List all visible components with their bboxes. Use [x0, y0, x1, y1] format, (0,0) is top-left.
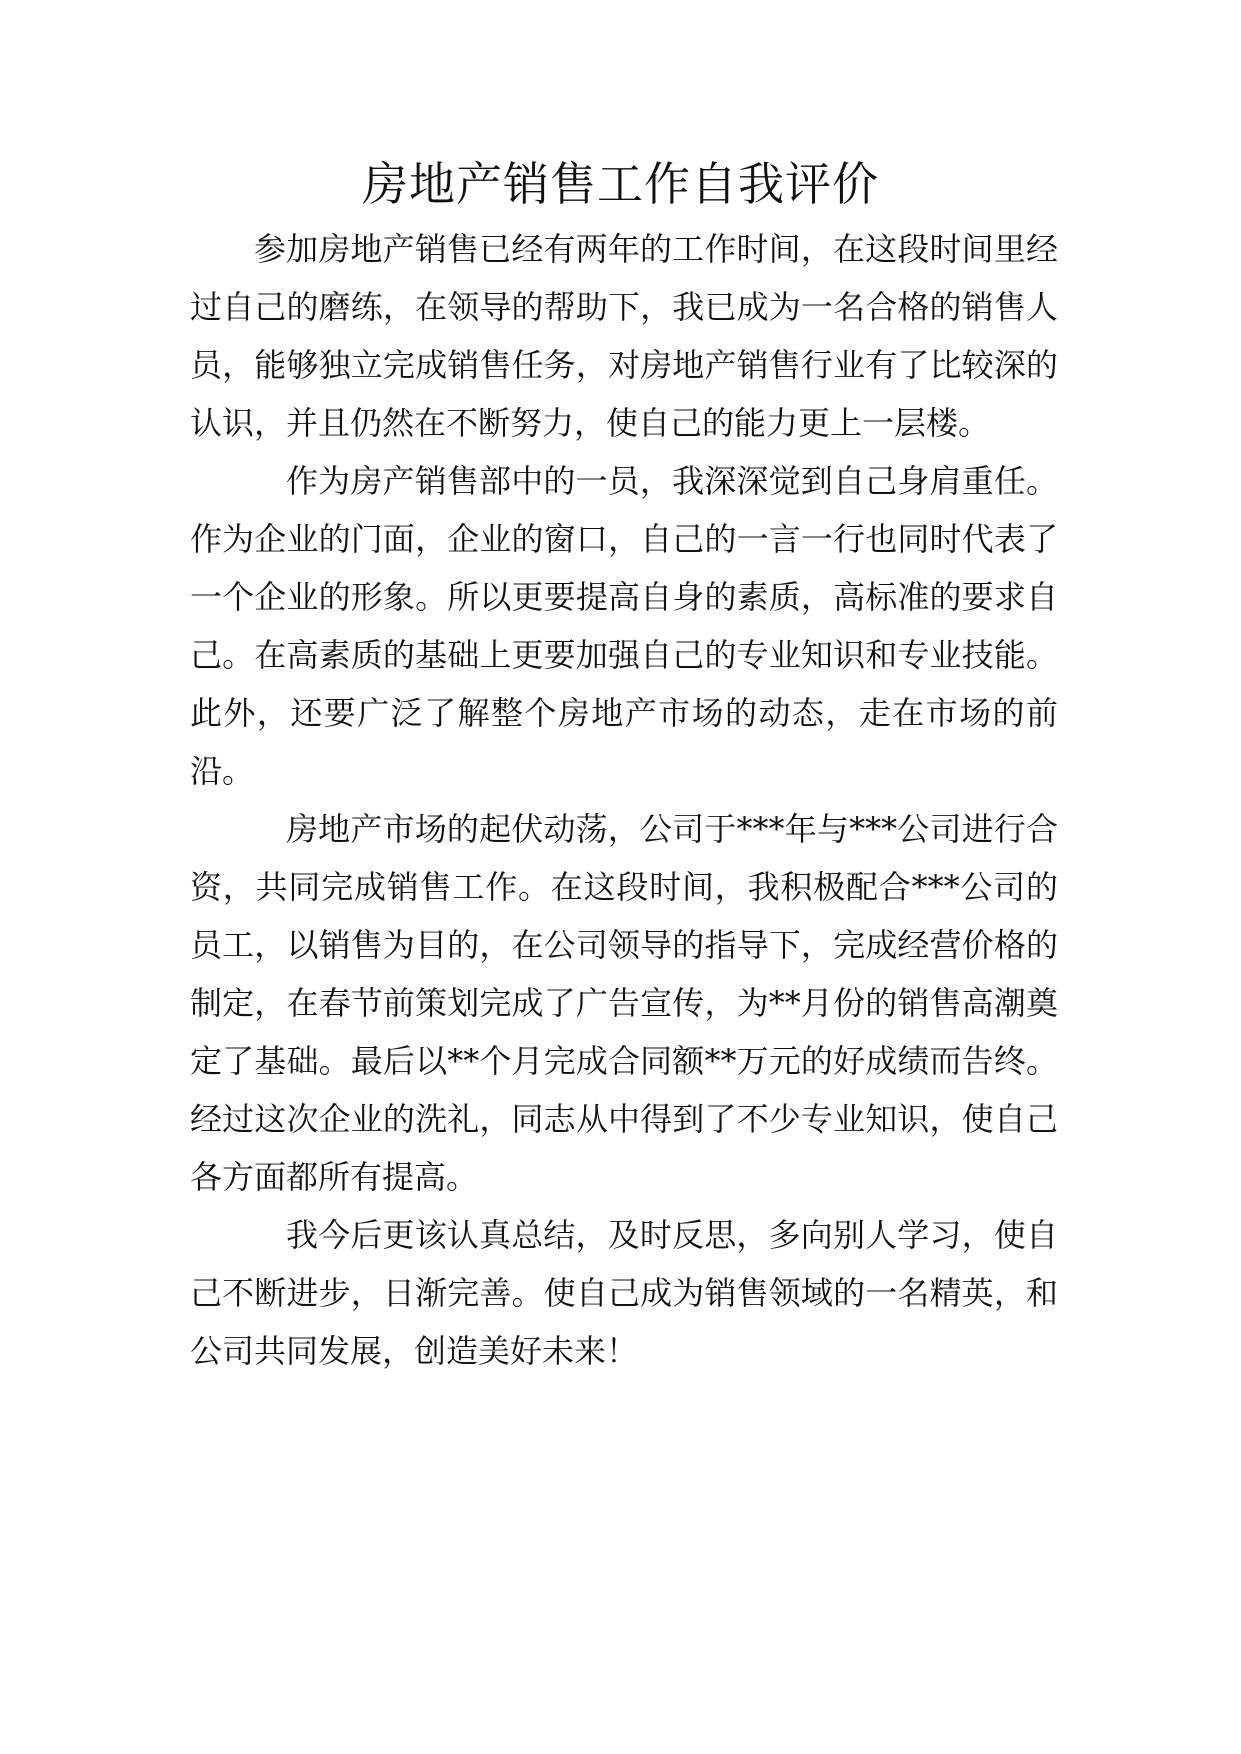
paragraph-3: 房地产市场的起伏动荡，公司于***年与***公司进行合资，共同完成销售工作。在这段时间，我积极配合***公司的员工，以销售为目的，在公司领导的指导下，完成经营价格的制定，在春节前策划完成了广告宣传，为**月份的销售高潮奠定了基础。最后以**个月完成合同额**万元的好成绩而告终。经过这次企业的洗礼，同志从中得到了不少专业知识，使自己各方面都所有提高。 [190, 810, 1058, 1196]
paragraph-4: 我今后更该认真总结，及时反思，多向别人学习，使自己不断进步，日渐完善。使自己成为销售领域的一名精英，和公司共同发展，创造美好未来！ [190, 1216, 1058, 1370]
paragraph-2: 作为房产销售部中的一员，我深深觉到自己身肩重任。作为企业的门面，企业的窗口，自己的一言一行也同时代表了一个企业的形象。所以更要提高自身的素质，高标准的要求自己。在高素质的基础上更要加强自己的专业知识和专业技能。此外，还要广泛了解整个房地产市场的动态，走在市场的前沿。 [190, 462, 1058, 790]
document-body [190, 220, 1058, 1380]
document-title: 房地产销售工作自我评价 [362, 157, 879, 211]
paragraph-1: 参加房地产销售已经有两年的工作时间，在这段时间里经过自己的磨练，在领导的帮助下，我已成为一名合格的销售人员，能够独立完成销售任务，对房地产销售行业有了比较深的认识，并且仍然在不断努力，使自己的能力更上一层楼。 [190, 230, 1058, 442]
